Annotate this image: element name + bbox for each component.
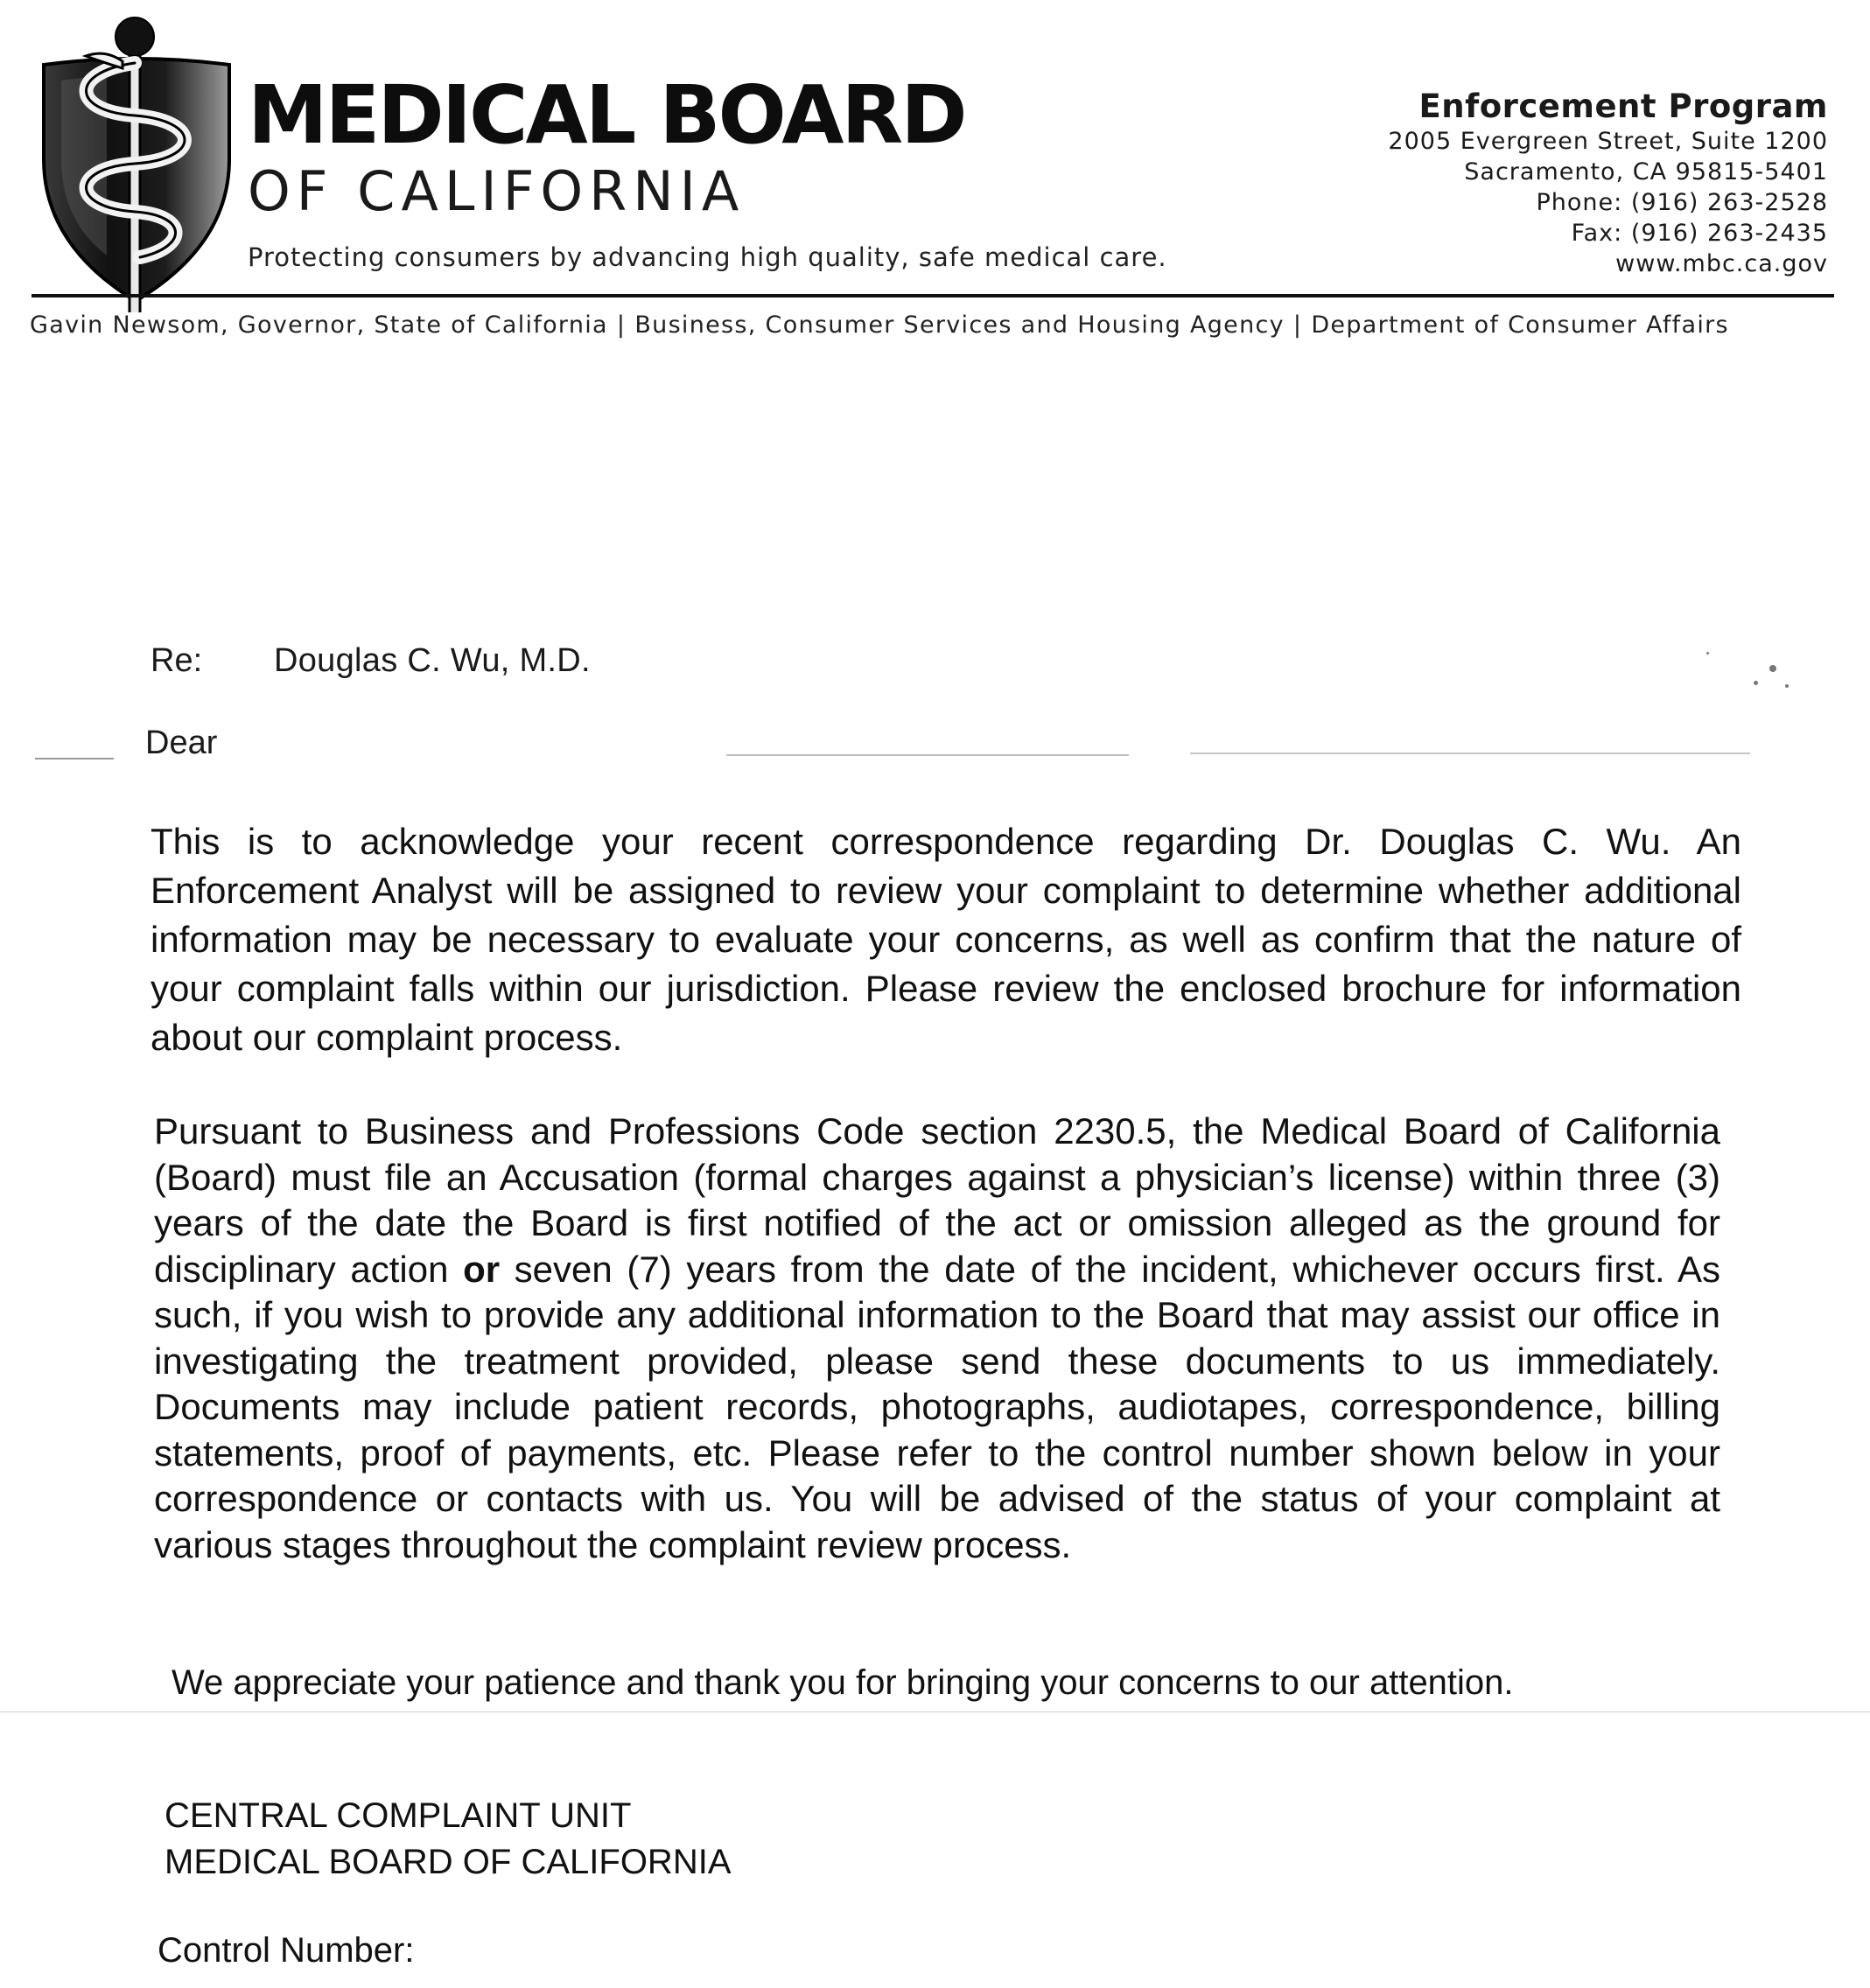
- tagline: Protecting consumers by advancing high quality, safe medical care.: [248, 242, 1167, 272]
- salutation: Dear: [145, 724, 218, 761]
- scan-speck: [1706, 652, 1709, 654]
- department-text: Department of Consumer Affairs: [1311, 312, 1729, 339]
- separator: |: [616, 312, 627, 339]
- agency-line: [30, 313, 1729, 337]
- fax-number: Fax: (916) 263-2435: [1571, 220, 1828, 247]
- paragraph-appreciation: We appreciate your patience and thank you for bringing your concerns to our attention.: [172, 1663, 1514, 1702]
- separator: |: [1292, 312, 1303, 339]
- paragraph-statute-part1: Pursuant to Business and Professions Code section 2230.5, the Medical Board of California (Board) must file an Accusation (formal charges against a physician’s license) within three (3) years of the date the Board is first notified of the act or omission alleged as the ground for disciplinary action: [154, 1110, 1720, 1290]
- scan-line: [726, 754, 1129, 756]
- header-divider: [32, 294, 1834, 298]
- scan-speck: [1754, 681, 1758, 685]
- re-label: Re:: [151, 642, 203, 679]
- agency-text: Business, Consumer Services and Housing Agency: [634, 312, 1285, 339]
- contact-block: [1388, 88, 1828, 279]
- paragraph-statute: [154, 1109, 1720, 1568]
- paragraph-statute-bold: or: [463, 1248, 501, 1290]
- scan-speck: [1769, 665, 1776, 672]
- control-number-label: Control Number:: [158, 1931, 415, 1970]
- phone-number: Phone: (916) 263-2528: [1536, 189, 1828, 216]
- org-title: MEDICAL BOARD: [248, 68, 965, 162]
- scan-speck: [1785, 684, 1789, 688]
- paragraph-statute-part2: seven (7) years from the date of the incident, whichever occurs first. As such, if you wish to provide any additional information to the Board that may assist our office in investigating the treatment provided, please send these documents to us immediately. Documents may include patient records, photographs, audiotapes, correspondence, billing statements, proof of payments, etc. Please refer to the control number shown below in your correspondence or contacts with us. You will be advised of the status of your complaint at various stages throughout the complaint review process.: [154, 1248, 1720, 1565]
- paragraph-acknowledgement: This is to acknowledge your recent correspondence regarding Dr. Douglas C. Wu. An Enforcement Analyst will be assigned to review your complaint to determine whether additional information may be necessary to evaluate your concerns, as well as confirm that the nature of your complaint falls within our jurisdiction. Please review the enclosed brochure for information about our complaint process.: [151, 821, 1741, 1058]
- caduceus-shield-icon: [35, 10, 236, 312]
- program-name: Enforcement Program: [1418, 88, 1828, 125]
- re-subject: Douglas C. Wu, M.D.: [274, 642, 591, 679]
- org-subtitle: OF CALIFORNIA: [248, 159, 746, 223]
- signature-board: MEDICAL BOARD OF CALIFORNIA: [165, 1843, 732, 1881]
- scan-line: [35, 758, 114, 760]
- address-line-2: Sacramento, CA 95815-5401: [1464, 158, 1828, 186]
- scan-line: [1190, 752, 1750, 754]
- address-line-1: 2005 Evergreen Street, Suite 1200: [1388, 128, 1828, 155]
- signature-unit: CENTRAL COMPLAINT UNIT: [165, 1796, 632, 1835]
- website-link[interactable]: www.mbc.ca.gov: [1615, 250, 1828, 277]
- governor-text: Gavin Newsom, Governor, State of California: [30, 312, 608, 339]
